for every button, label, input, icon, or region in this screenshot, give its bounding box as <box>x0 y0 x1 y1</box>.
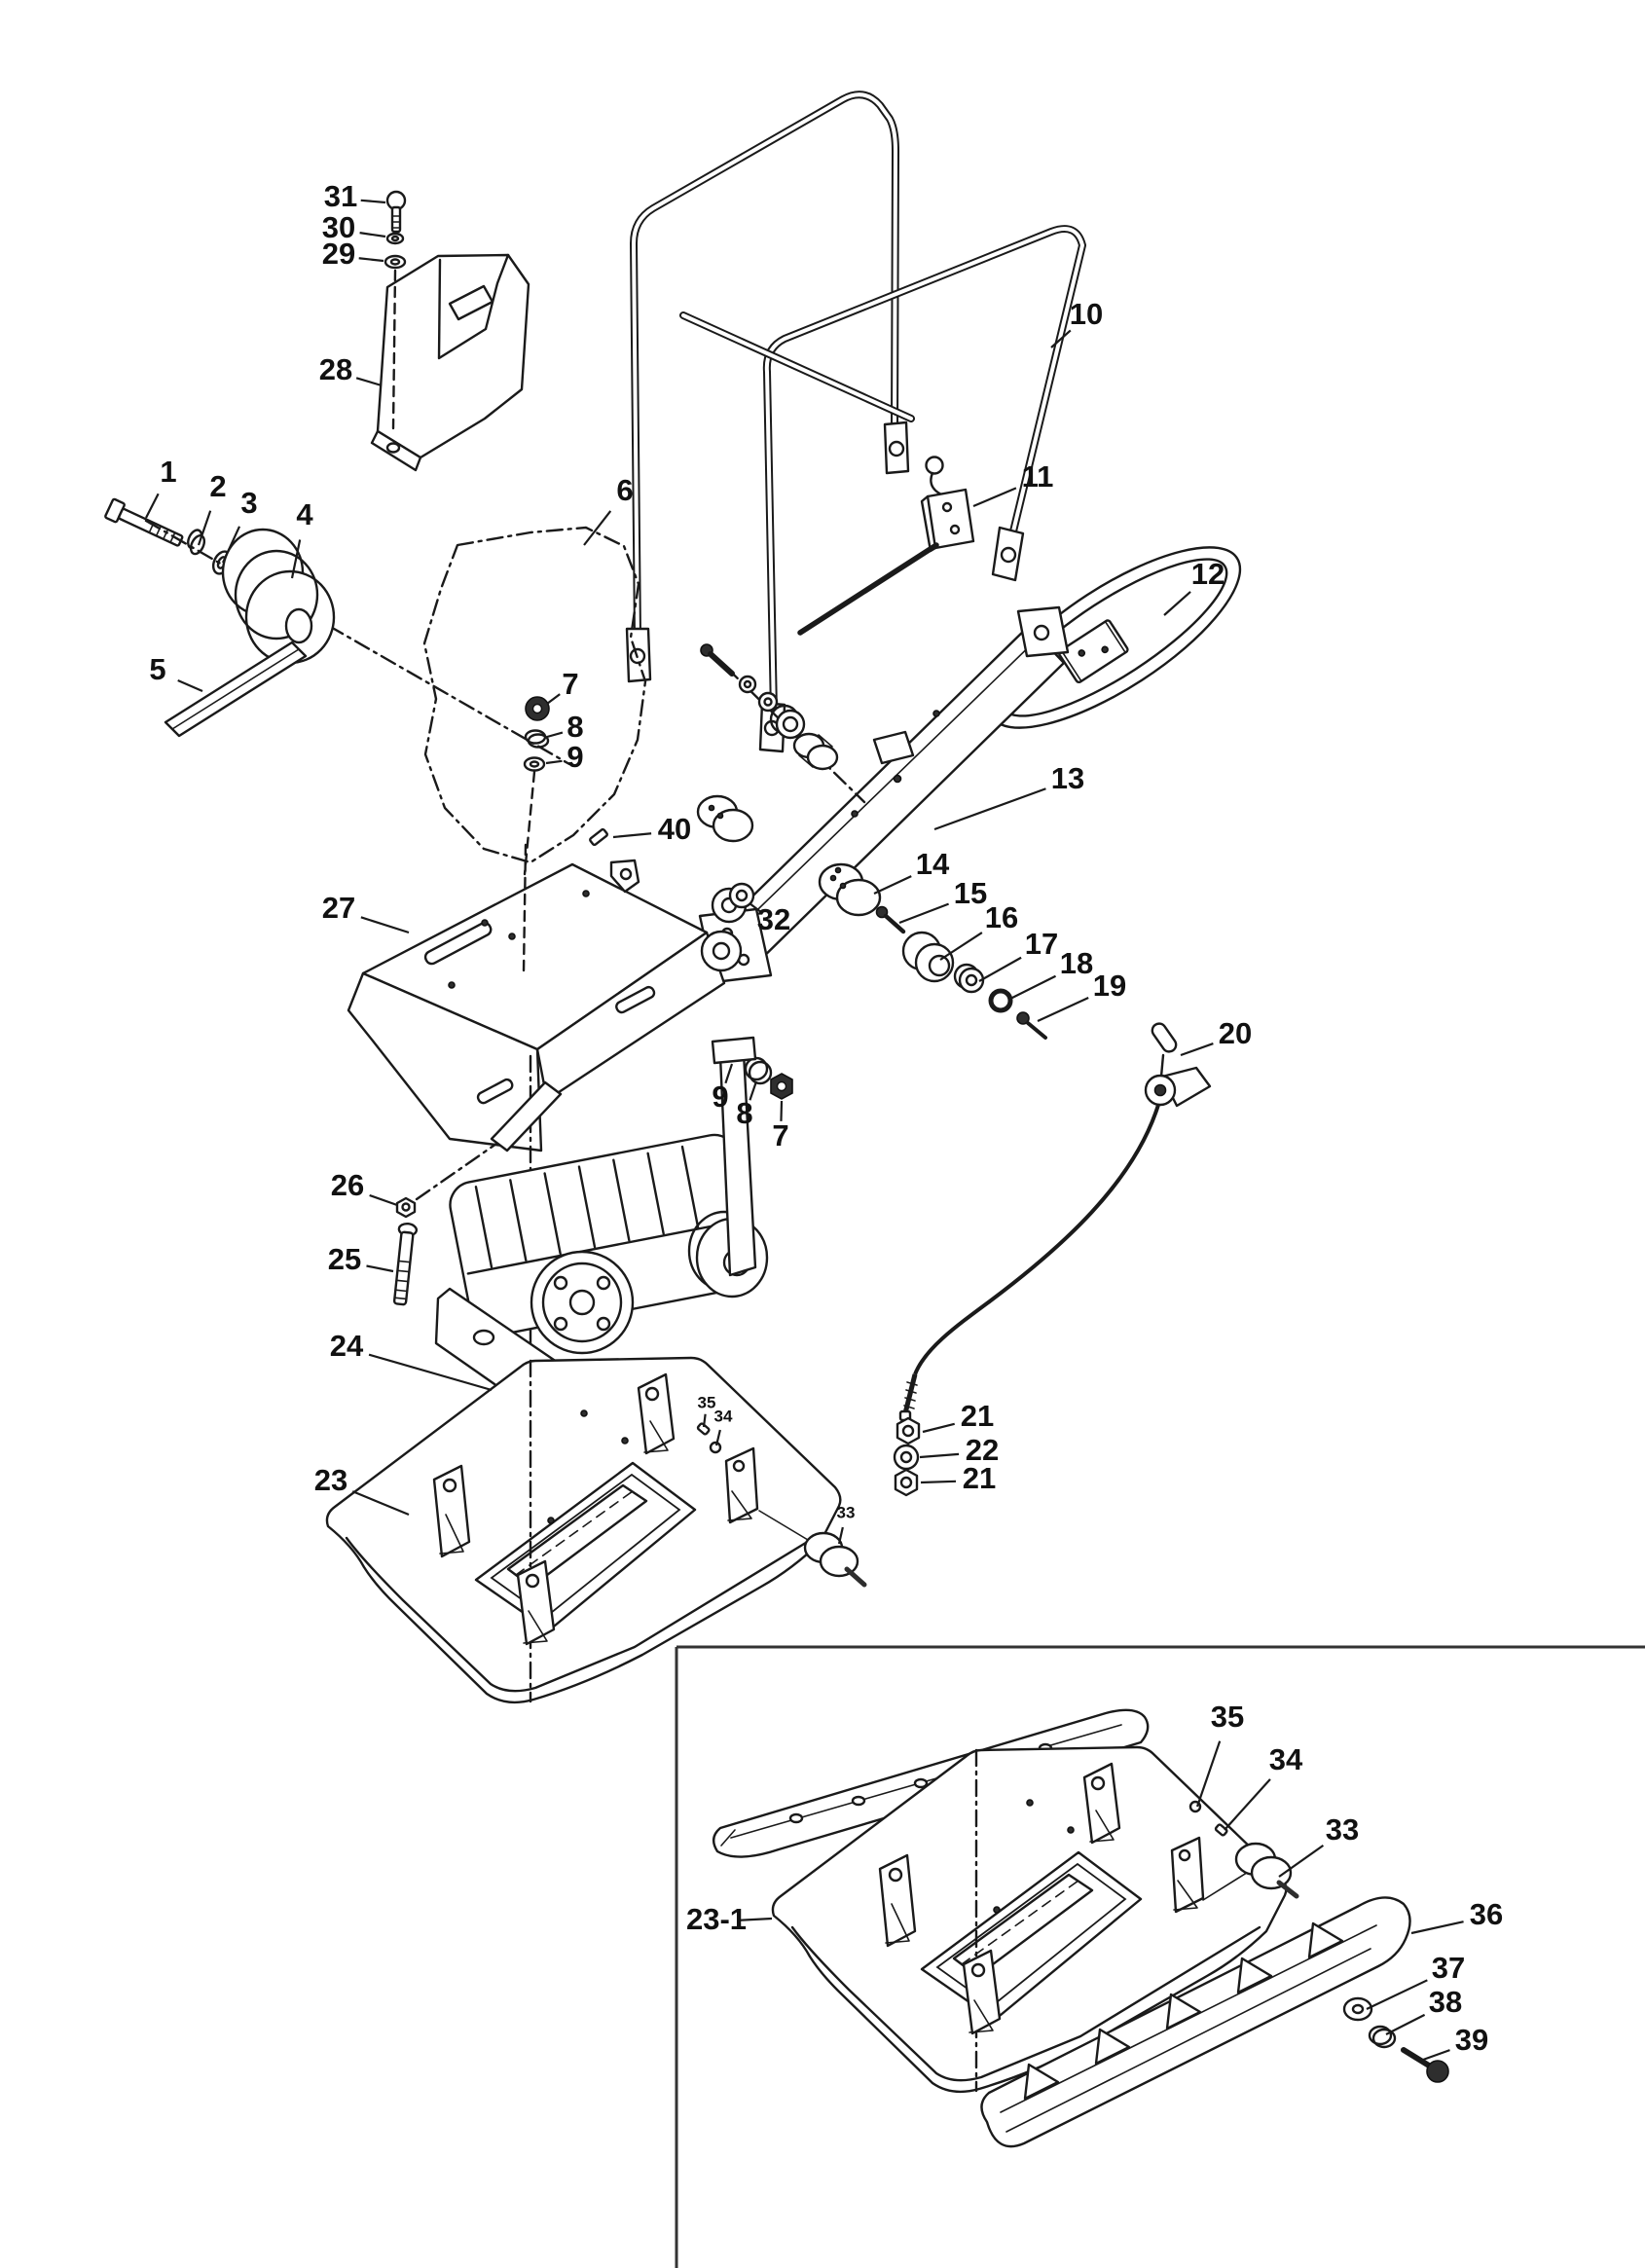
callout-16-15: 16 <box>984 900 1019 935</box>
callout-22-21: 22 <box>965 1433 1000 1468</box>
callout-33-39: 33 <box>836 1503 856 1522</box>
callout-25-25: 25 <box>327 1242 362 1277</box>
callout-28-28: 28 <box>318 352 353 387</box>
engine-mount-fasteners-top <box>525 697 549 874</box>
callout-31-31: 31 <box>323 179 358 214</box>
callout-14-13: 14 <box>915 847 950 882</box>
callout-33-43: 33 <box>1325 1812 1360 1847</box>
callout-10-9: 10 <box>1069 297 1104 332</box>
callout-26-26: 26 <box>330 1168 365 1203</box>
leader-31-31 <box>361 201 385 202</box>
callout-20-19: 20 <box>1218 1016 1253 1051</box>
callout-23-1-40: 23-1 <box>685 1902 748 1937</box>
base-plate <box>327 1358 840 1702</box>
leader-14-13 <box>874 876 911 894</box>
leader-1-0 <box>146 494 159 518</box>
leader-17-16 <box>979 958 1021 981</box>
callout-23-23: 23 <box>313 1463 348 1498</box>
leader-19-18 <box>1038 998 1088 1021</box>
callout-21-20: 21 <box>960 1399 995 1434</box>
callout-8-7: 8 <box>567 710 584 745</box>
callout-38-46: 38 <box>1428 1985 1463 2020</box>
leader-18-17 <box>1008 976 1056 1000</box>
callout-3-2: 3 <box>240 486 258 521</box>
leader-9-8 <box>546 761 563 763</box>
cable-lock-nuts <box>895 1418 919 1495</box>
callout-6-5: 6 <box>616 473 634 508</box>
callout-19-18: 19 <box>1092 969 1127 1004</box>
callout-layer <box>146 179 1503 2060</box>
leader-30-30 <box>360 233 385 237</box>
callout-4-3: 4 <box>296 497 313 532</box>
leader-36-44 <box>1411 1921 1464 1933</box>
callout-11-10: 11 <box>1021 459 1054 494</box>
leader-21-20 <box>923 1424 955 1432</box>
callout-32-32: 32 <box>756 902 791 937</box>
leader-11-10 <box>973 488 1016 506</box>
leader-15-14 <box>899 904 949 923</box>
pin <box>589 828 607 845</box>
mount-fastener-chain <box>877 907 1046 1039</box>
shock-mount-left <box>698 796 752 841</box>
leader-7-6 <box>547 694 560 704</box>
leader-8-7 <box>547 733 563 737</box>
callout-36-44: 36 <box>1469 1897 1504 1932</box>
callout-27-27: 27 <box>321 891 356 926</box>
callout-17-16: 17 <box>1024 927 1059 962</box>
callout-29-29: 29 <box>321 237 356 272</box>
callout-37-45: 37 <box>1431 1951 1466 1986</box>
leader-40-33 <box>613 833 651 837</box>
leader-38-46 <box>1386 2015 1425 2034</box>
beam-hardware-cluster <box>701 644 864 802</box>
throttle-cable <box>900 1021 1210 1420</box>
v-belt-strip <box>165 642 306 736</box>
callout-7-34: 7 <box>772 1118 789 1153</box>
leader-27-27 <box>361 917 409 933</box>
callout-35-41: 35 <box>1210 1700 1245 1735</box>
pulley <box>223 530 334 663</box>
callout-12-11: 12 <box>1190 557 1225 592</box>
callout-40-33: 40 <box>657 812 692 847</box>
callout-34-38: 34 <box>713 1407 733 1426</box>
leader-37-45 <box>1367 1980 1427 2009</box>
callout-39-47: 39 <box>1454 2023 1489 2058</box>
leader-26-26 <box>370 1195 397 1205</box>
callout-9-8: 9 <box>567 740 584 775</box>
callout-7-6: 7 <box>562 667 579 702</box>
callout-30-30: 30 <box>321 210 356 245</box>
callout-9-36: 9 <box>712 1079 729 1115</box>
leader-16-15 <box>940 933 982 960</box>
rubber-mount-main <box>805 1533 864 1585</box>
engine-outline <box>424 528 645 862</box>
leader-5-4 <box>178 680 202 691</box>
callout-35-37: 35 <box>697 1393 716 1412</box>
leader-13-12 <box>934 788 1045 829</box>
leader-35-41 <box>1197 1741 1220 1807</box>
callout-8-35: 8 <box>736 1096 753 1131</box>
leader-25-25 <box>367 1266 394 1272</box>
throttle-lever <box>800 457 973 634</box>
callout-15-14: 15 <box>953 876 988 911</box>
leader-20-19 <box>1181 1043 1213 1055</box>
leader-34-42 <box>1225 1779 1270 1830</box>
callout-1-0: 1 <box>160 455 177 490</box>
leader-29-29 <box>359 258 384 261</box>
callout-2-1: 2 <box>209 469 227 504</box>
callout-21-22: 21 <box>962 1461 997 1496</box>
leader-22-21 <box>920 1454 959 1457</box>
callout-34-42: 34 <box>1268 1742 1303 1777</box>
callout-13-12: 13 <box>1050 761 1085 796</box>
callout-5-4: 5 <box>149 652 166 687</box>
callout-18-17: 18 <box>1059 946 1094 981</box>
leader-39-47 <box>1423 2050 1450 2060</box>
callout-24-24: 24 <box>329 1329 364 1364</box>
leader-28-28 <box>356 378 382 385</box>
shock-mount-right <box>820 864 880 915</box>
